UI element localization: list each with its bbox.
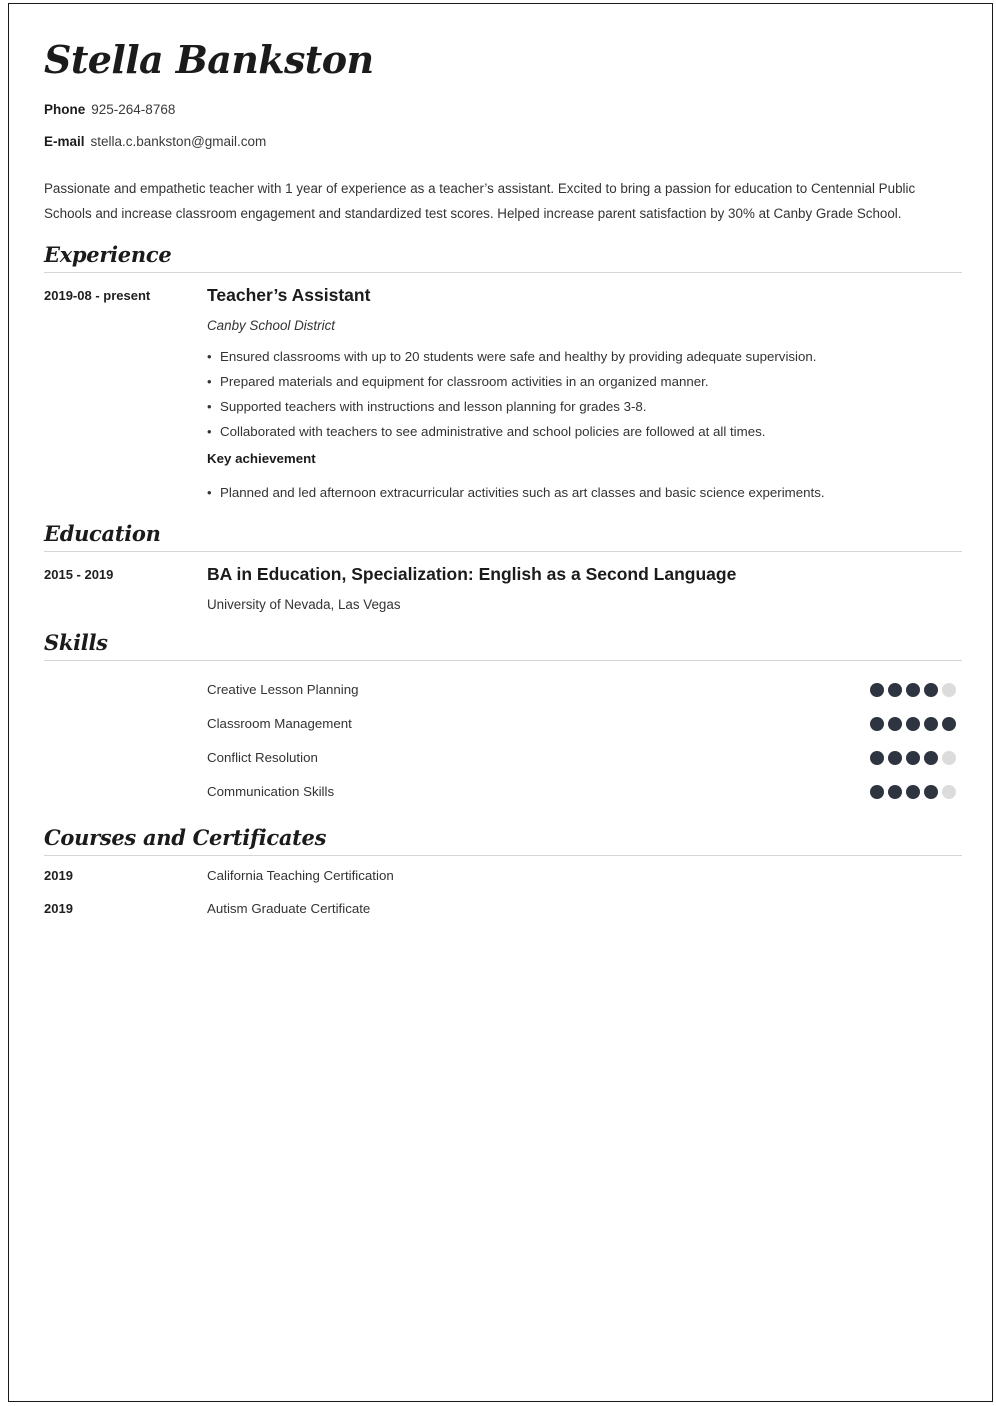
section-title-education: Education	[44, 520, 161, 546]
list-item: • Ensured classrooms with up to 20 students were safe and healthy by providing adequate supervision.	[207, 344, 957, 369]
rating-dot-filled-icon	[924, 717, 938, 731]
experience-bullet-list	[207, 344, 957, 444]
course-year: 2019	[44, 867, 73, 883]
key-achievement-bullet-list	[207, 480, 957, 505]
course-row	[44, 868, 957, 901]
skill-row	[44, 673, 957, 707]
experience-job-title: Teacher’s Assistant	[207, 285, 371, 306]
skill-rating	[870, 683, 957, 697]
skill-rating	[870, 717, 957, 731]
resume-page-frame	[8, 3, 993, 1402]
course-name: Autism Graduate Certificate	[207, 900, 371, 916]
skill-rating	[870, 785, 957, 799]
education-entry	[44, 564, 957, 614]
education-date: 2015 - 2019	[44, 566, 114, 582]
rating-dot-filled-icon	[888, 683, 902, 697]
skill-name: Creative Lesson Planning	[207, 682, 359, 698]
section-courses	[44, 825, 957, 934]
rating-dot-filled-icon	[888, 751, 902, 765]
rating-dot-filled-icon	[906, 717, 920, 731]
rating-dot-empty-icon	[942, 683, 956, 697]
list-item: • Collaborated with teachers to see administrative and school policies are followed at all times.	[207, 419, 957, 444]
section-skills	[44, 630, 957, 809]
section-title-experience: Experience	[44, 242, 172, 268]
course-name: California Teaching Certification	[207, 867, 394, 883]
course-row	[44, 901, 957, 934]
resume-header	[44, 37, 957, 226]
page-title: Stella Bankston	[44, 37, 374, 82]
education-school: University of Nevada, Las Vegas	[207, 597, 401, 613]
rating-dot-empty-icon	[942, 751, 956, 765]
skill-rating	[870, 751, 957, 765]
contact-email-label: E-mail	[44, 134, 85, 150]
education-body	[207, 564, 957, 614]
list-item: • Prepared materials and equipment for classroom activities in an organized manner.	[207, 369, 957, 394]
resume-document	[9, 4, 992, 1401]
contact-email-value: stella.c.bankston@gmail.com	[90, 134, 267, 150]
rating-dot-filled-icon	[942, 717, 956, 731]
contact-phone-row	[44, 102, 957, 118]
experience-organization: Canby School District	[207, 318, 336, 334]
section-title-skills: Skills	[44, 629, 108, 655]
section-divider	[44, 551, 962, 552]
skill-row	[44, 775, 957, 809]
skill-name: Communication Skills	[207, 784, 335, 800]
skill-name: Classroom Management	[207, 716, 352, 732]
rating-dot-filled-icon	[870, 683, 884, 697]
skill-row	[44, 741, 957, 775]
rating-dot-filled-icon	[870, 751, 884, 765]
rating-dot-filled-icon	[906, 683, 920, 697]
rating-dot-filled-icon	[888, 717, 902, 731]
section-education	[44, 521, 957, 614]
rating-dot-filled-icon	[888, 785, 902, 799]
section-title-courses: Courses and Certificates	[44, 824, 327, 850]
rating-dot-filled-icon	[924, 785, 938, 799]
rating-dot-filled-icon	[870, 717, 884, 731]
list-item: • Supported teachers with instructions and lesson planning for grades 3-8.	[207, 394, 957, 419]
skill-name: Conflict Resolution	[207, 750, 318, 766]
education-degree: BA in Education, Specialization: English as a Second Language	[207, 563, 737, 584]
courses-list	[44, 868, 957, 934]
section-divider	[44, 660, 962, 661]
skill-row	[44, 707, 957, 741]
contact-phone-label: Phone	[44, 101, 86, 117]
contact-email-row	[44, 134, 957, 150]
experience-date: 2019-08 - present	[44, 288, 151, 304]
experience-entry	[44, 285, 957, 504]
summary-paragraph: Passionate and empathetic teacher with 1 year of experience as a teacher’s assistant. Excited to bring a passion for education to Centennial Public Schools and increase classroom engagement and standardized test scores. Helped increase parent satisfaction by 30% at Canby Grade School.	[44, 181, 916, 222]
experience-body	[207, 285, 957, 504]
course-year: 2019	[44, 900, 73, 916]
rating-dot-filled-icon	[924, 751, 938, 765]
rating-dot-filled-icon	[906, 751, 920, 765]
rating-dot-filled-icon	[870, 785, 884, 799]
rating-dot-filled-icon	[906, 785, 920, 799]
section-experience	[44, 242, 957, 504]
section-divider	[44, 272, 962, 273]
key-achievement-label: Key achievement	[207, 450, 316, 466]
rating-dot-empty-icon	[942, 785, 956, 799]
rating-dot-filled-icon	[924, 683, 938, 697]
list-item: • Planned and led afternoon extracurricular activities such as art classes and basic science experiments.	[207, 480, 957, 505]
skills-list	[44, 673, 957, 809]
section-divider	[44, 855, 962, 856]
contact-phone-value: 925-264-8768	[91, 101, 176, 117]
